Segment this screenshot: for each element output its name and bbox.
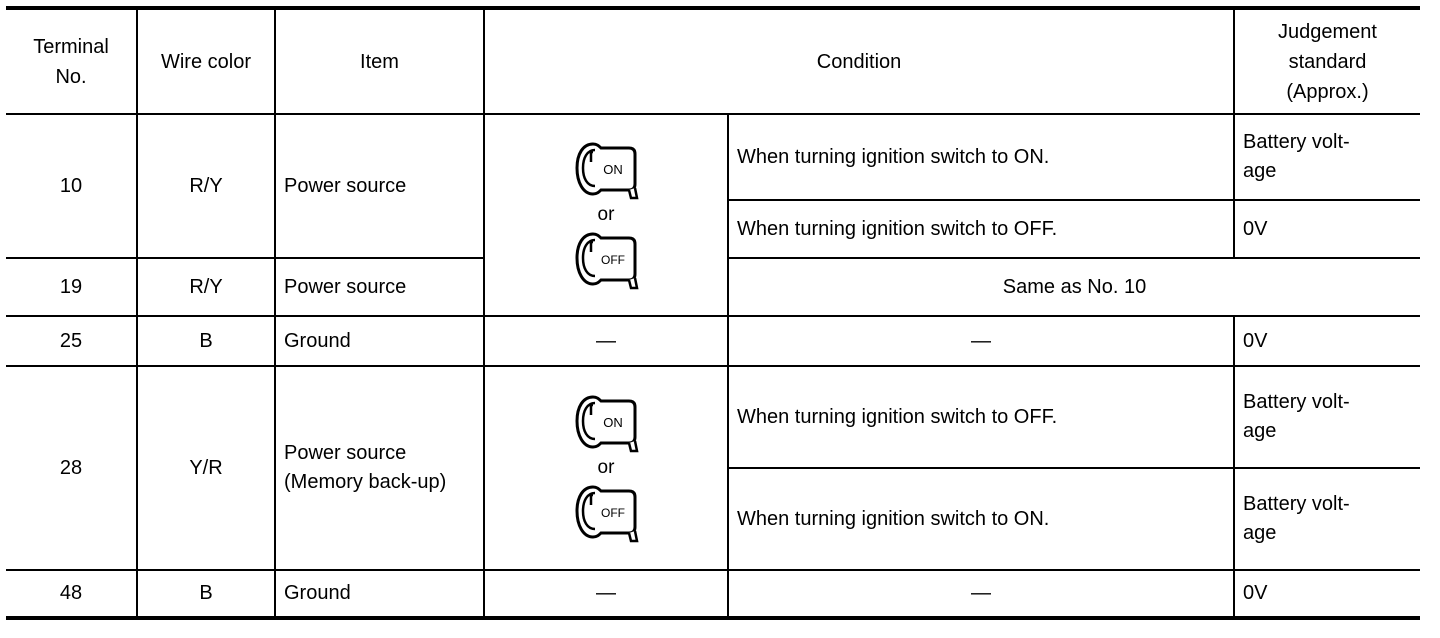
ignition-key-on-icon [571, 138, 641, 202]
terminal-spec-table [6, 6, 1420, 620]
terminal-cell: 25 [6, 316, 137, 366]
wire-color-cell: Y/R [137, 366, 275, 570]
condition-cell: When turning ignition switch to ON. [728, 468, 1234, 570]
or-label: or [597, 204, 615, 225]
condition-cell: When turning ignition switch to ON. [728, 114, 1234, 200]
header-terminal-no: Terminal No. [6, 8, 137, 114]
judgement-cell: Battery volt-age [1234, 366, 1420, 468]
svg-text:ON: ON [603, 415, 623, 430]
item-cell: Ground [275, 316, 484, 366]
wire-color-cell: B [137, 316, 275, 366]
judgement-cell: 0V [1234, 570, 1420, 618]
header-item: Item [275, 8, 484, 114]
ignition-key-off-icon [571, 481, 641, 545]
item-cell: Power source [275, 114, 484, 258]
svg-text:ON: ON [603, 162, 623, 177]
wire-color-cell: B [137, 570, 275, 618]
svg-text:OFF: OFF [601, 506, 625, 520]
terminal-cell: 48 [6, 570, 137, 618]
or-label: or [597, 457, 615, 478]
judgement-cell: 0V [1234, 200, 1420, 258]
ignition-switch-cell [484, 366, 728, 570]
header-judgement: Judgement standard (Approx.) [1234, 8, 1420, 114]
terminal-cell: 28 [6, 366, 137, 570]
ignition-key-off-icon [571, 228, 641, 292]
switch-dash-cell: — [484, 570, 728, 618]
ignition-switch-cell [484, 114, 728, 316]
judgement-cell: Battery volt-age [1234, 468, 1420, 570]
item-cell: Ground [275, 570, 484, 618]
condition-cell: When turning ignition switch to OFF. [728, 366, 1234, 468]
table-row [6, 366, 1420, 468]
same-as-cell: Same as No. 10 [728, 258, 1420, 316]
item-cell: Power source (Memory back-up) [275, 366, 484, 570]
judgement-cell: 0V [1234, 316, 1420, 366]
header-wire-color: Wire color [137, 8, 275, 114]
ignition-key-group [485, 138, 727, 292]
ignition-key-group [485, 391, 727, 545]
condition-cell: When turning ignition switch to OFF. [728, 200, 1234, 258]
condition-dash-cell: — [728, 570, 1234, 618]
table-row [6, 114, 1420, 200]
ignition-key-on-icon [571, 391, 641, 455]
switch-dash-cell: — [484, 316, 728, 366]
header-row [6, 8, 1420, 114]
judgement-cell: Battery volt-age [1234, 114, 1420, 200]
item-cell: Power source [275, 258, 484, 316]
table-row [6, 316, 1420, 366]
condition-dash-cell: — [728, 316, 1234, 366]
header-condition: Condition [484, 8, 1234, 114]
terminal-table-wrapper [6, 6, 1420, 620]
wire-color-cell: R/Y [137, 114, 275, 258]
terminal-cell: 19 [6, 258, 137, 316]
table-row [6, 570, 1420, 618]
svg-text:OFF: OFF [601, 253, 625, 267]
wire-color-cell: R/Y [137, 258, 275, 316]
terminal-cell: 10 [6, 114, 137, 258]
